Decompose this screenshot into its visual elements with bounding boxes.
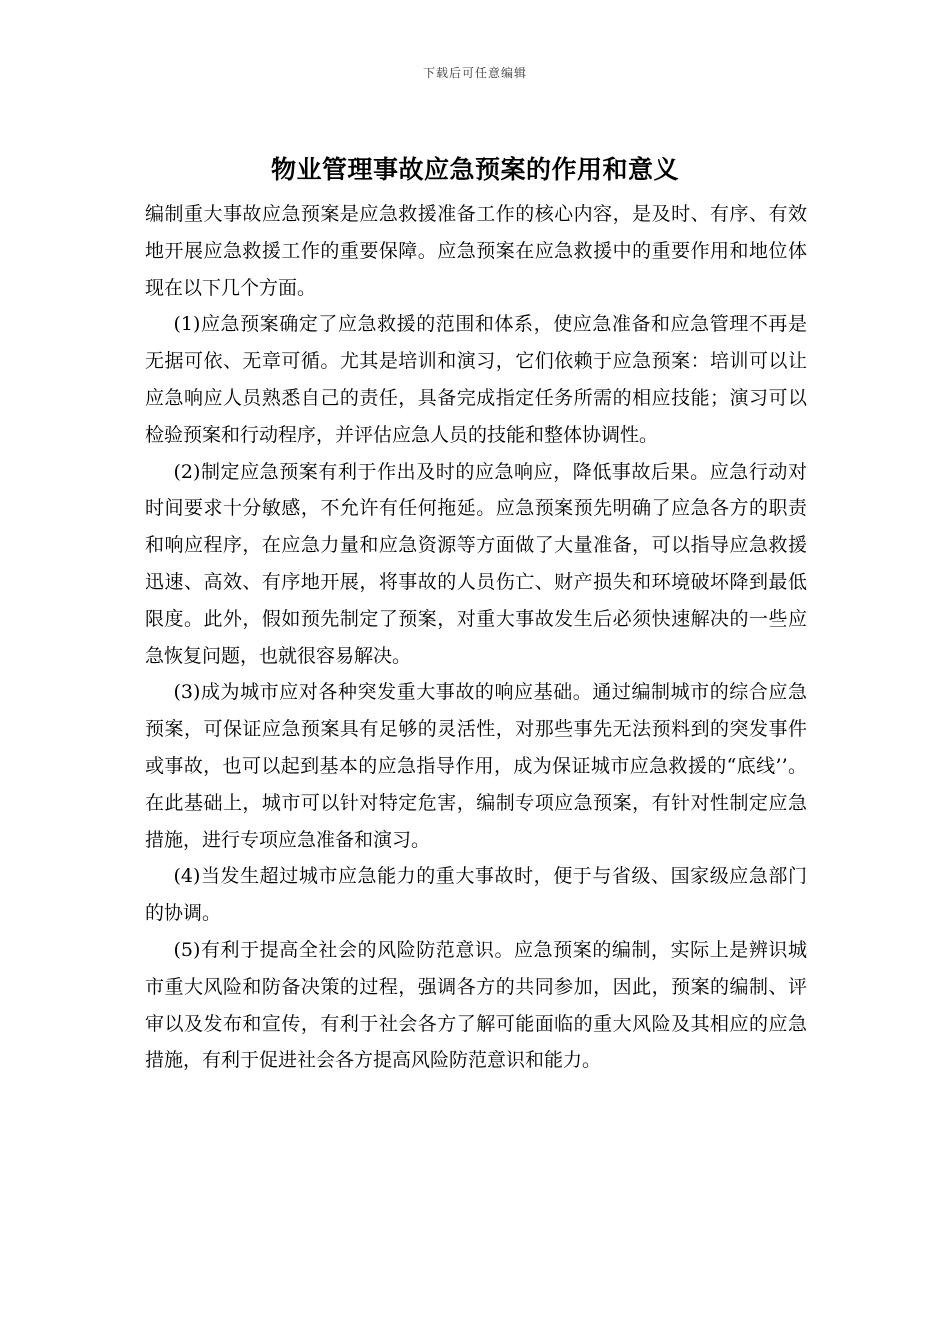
paragraph-intro: 编制重大事故应急预案是应急救援准备工作的核心内容，是及时、有序、有效地开展应急救援工作的重要保障。应急预案在应急救援中的重要作用和地位体现在以下几个方面。 — [145, 203, 807, 299]
paragraph-point-2: (2)制定应急预案有利于作出及时的应急响应，降低事故后果。应急行动对时间要求十分敏感，不允许有任何拖延。应急预案预先明确了应急各方的职责和响应程序，在应急力量和应急资源等方面做了大量准备，可以指导应急救援迅速、高效、有序地开展，将事故的人员伤亡、财产损失和环境破坏降到最低限度。此外，假如预先制定了预案，对重大事故发生后必须快速解决的一些应急恢复问题，也就很容易解决。 — [145, 460, 807, 667]
paragraph-point-3: (3)成为城市应对各种突发重大事故的响应基础。通过编制城市的综合应急预案，可保证应急预案具有足够的灵活性，对那些事先无法预料到的突发事件或事故，也可以起到基本的应急指导作用，成为保证城市应急救援的“底线’’。在此基础上，城市可以针对特定危害，编制专项应急预案，有针对性制定应急措施，进行专项应急准备和演习。 — [145, 681, 807, 851]
document-body — [145, 196, 807, 1079]
paragraph-point-4: (4)当发生超过城市应急能力的重大事故时，便于与省级、国家级应急部门的协调。 — [145, 865, 807, 925]
document-title: 物业管理事故应急预案的作用和意义 — [270, 155, 679, 184]
paragraph-point-5: (5)有利于提高全社会的风险防范意识。应急预案的编制，实际上是辨识城市重大风险和防备决策的过程，强调各方的共同参加，因此，预案的编制、评审以及发布和宣传，有利于社会各方了解可能面临的重大风险及其相应的应急措施，有利于促进社会各方提高风险防范意识和能力。 — [145, 938, 807, 1072]
header-note: 下载后可任意编辑 — [422, 66, 527, 80]
paragraph-point-1: (1)应急预案确定了应急救援的范围和体系，使应急准备和应急管理不再是无据可依、无章可循。尤其是培训和演习，它们依赖于应急预案：培训可以让应急响应人员熟悉自己的责任，具备完成指定任务所需的相应技能；演习可以检验预案和行动程序，并评估应急人员的技能和整体协调性。 — [145, 313, 807, 446]
